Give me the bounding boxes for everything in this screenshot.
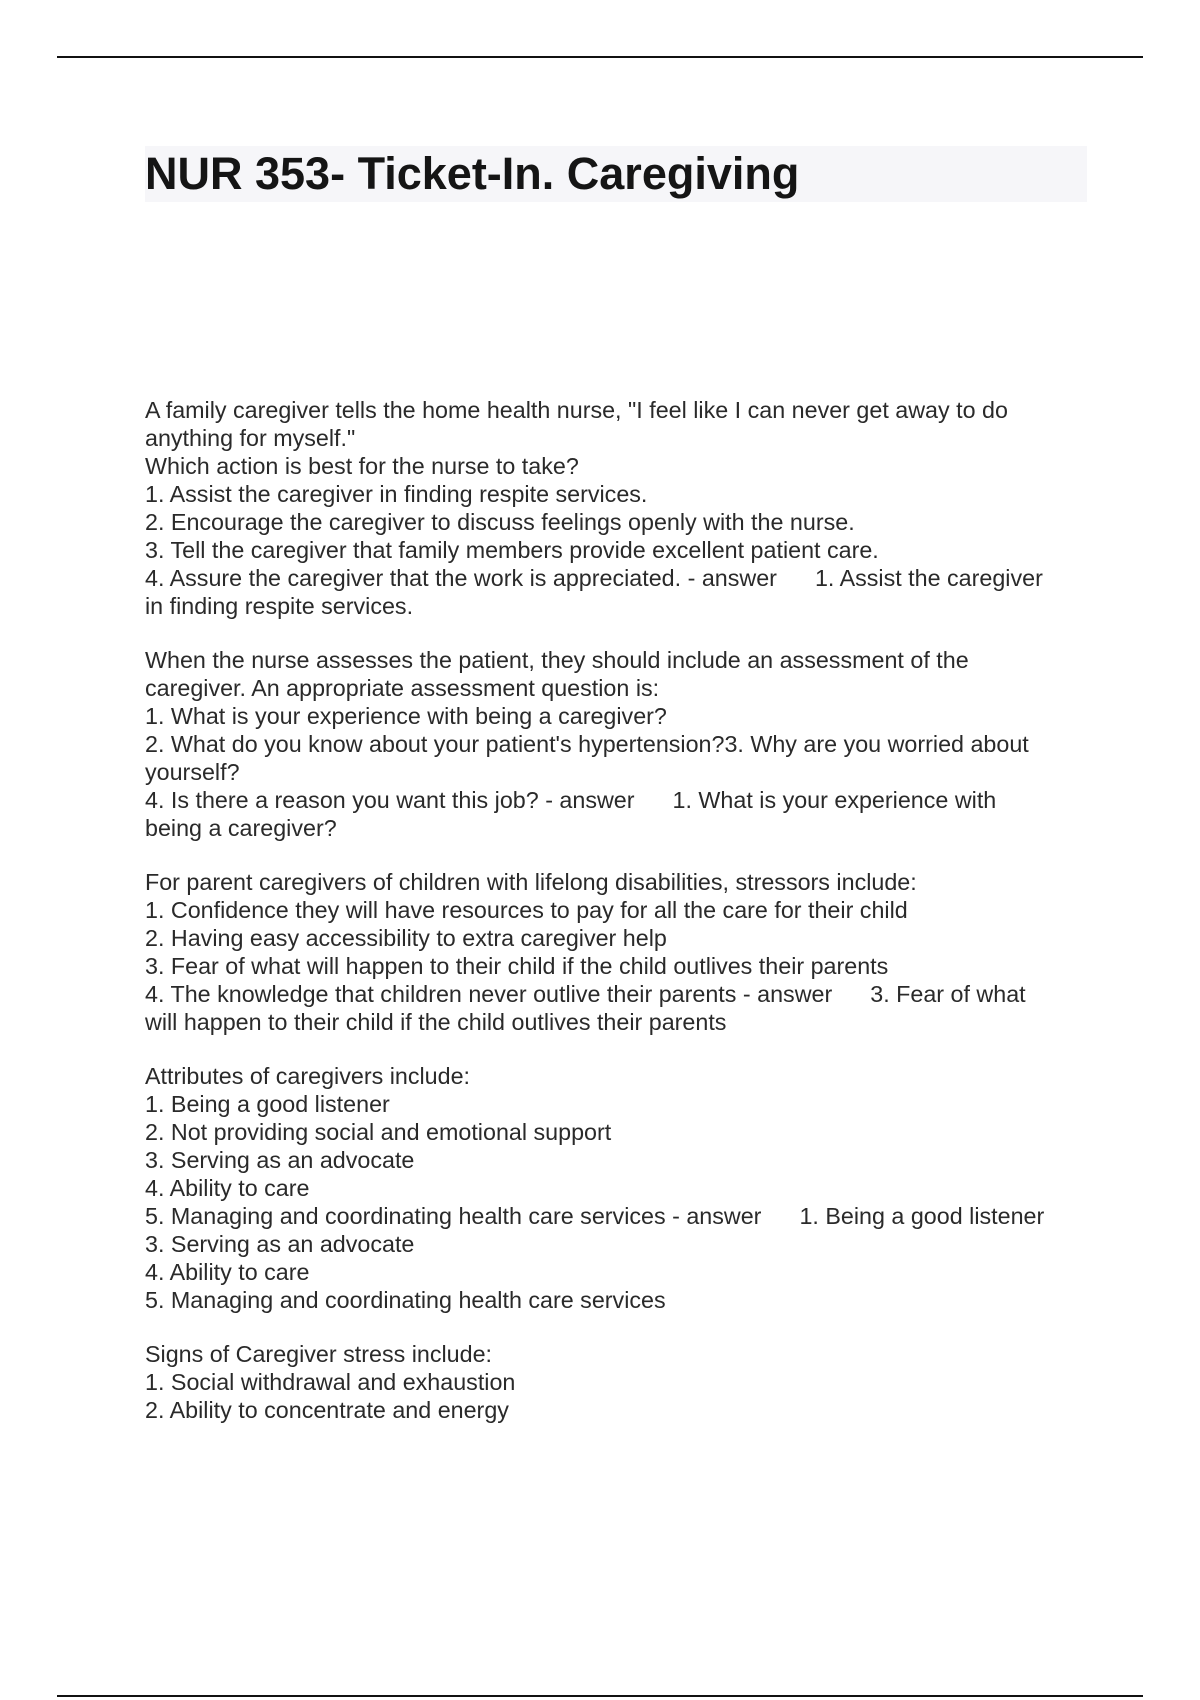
footer-rule <box>57 1695 1143 1697</box>
header-rule <box>57 56 1143 58</box>
question-line: anything for myself." <box>145 425 356 451</box>
option-text: 4. Assure the caregiver that the work is appreciated. <box>145 565 682 591</box>
option-line: 3. Fear of what will happen to their child if the child outlives their parents <box>145 953 889 979</box>
option-line: yourself? <box>145 759 240 785</box>
answer-text: 1. Assist the caregiver <box>814 565 1043 591</box>
answer-marker: - answer <box>687 565 777 591</box>
option-line: 2. Ability to concentrate and energy <box>145 1397 509 1423</box>
question-line: When the nurse assesses the patient, they should include an assessment of the <box>145 647 969 673</box>
option-line: 4. Ability to care <box>145 1175 310 1201</box>
option-line: 1. What is your experience with being a caregiver? <box>145 703 667 729</box>
answer-continuation: 4. Ability to care <box>145 1259 310 1285</box>
question-line: Which action is best for the nurse to take? <box>145 453 579 479</box>
answer-continuation: will happen to their child if the child outlives their parents <box>145 1009 727 1035</box>
question-block <box>145 868 1090 1036</box>
answer-continuation: 3. Serving as an advocate <box>145 1231 415 1257</box>
option-line: 1. Confidence they will have resources to pay for all the care for their child <box>145 897 908 923</box>
option-text: 4. Is there a reason you want this job? <box>145 787 539 813</box>
option-line: 2. Encourage the caregiver to discuss feelings openly with the nurse. <box>145 509 855 535</box>
answer-line <box>145 786 1090 814</box>
question-list <box>145 396 1090 1450</box>
answer-marker: - answer <box>545 787 635 813</box>
option-line: 1. Social withdrawal and exhaustion <box>145 1369 516 1395</box>
option-text: 5. Managing and coordinating health care services <box>145 1203 666 1229</box>
answer-line <box>145 1202 1090 1230</box>
answer-marker: - answer <box>742 981 833 1007</box>
option-text: 4. The knowledge that children never outlive their parents <box>145 981 737 1007</box>
option-line: 3. Serving as an advocate <box>145 1147 415 1173</box>
answer-continuation: 5. Managing and coordinating health care services <box>145 1287 666 1313</box>
answer-line <box>145 564 1090 592</box>
question-line: For parent caregivers of children with lifelong disabilities, stressors include: <box>145 869 917 895</box>
option-line: 2. Not providing social and emotional support <box>145 1119 612 1145</box>
answer-continuation: in finding respite services. <box>145 593 414 619</box>
answer-continuation: being a caregiver? <box>145 815 337 841</box>
answer-text: 3. Fear of what <box>870 981 1026 1007</box>
answer-marker: - answer <box>672 1203 762 1229</box>
answer-text: 1. Being a good listener <box>799 1203 1045 1229</box>
question-line: Attributes of caregivers include: <box>145 1063 471 1089</box>
question-line: caregiver. An appropriate assessment question is: <box>145 675 660 701</box>
question-block <box>145 1340 1090 1424</box>
question-line: A family caregiver tells the home health nurse, "I feel like I can never get away to do <box>145 397 1008 423</box>
option-line: 2. What do you know about your patient's hypertension?3. Why are you worried about <box>145 731 1029 757</box>
question-block <box>145 646 1090 842</box>
answer-line <box>145 980 1090 1008</box>
answer-text: 1. What is your experience with <box>672 787 997 813</box>
option-line: 3. Tell the caregiver that family members provide excellent patient care. <box>145 537 879 563</box>
option-line: 1. Assist the caregiver in finding respite services. <box>145 481 648 507</box>
question-block <box>145 1062 1090 1314</box>
question-block <box>145 396 1090 620</box>
option-line: 2. Having easy accessibility to extra caregiver help <box>145 925 667 951</box>
question-line: Signs of Caregiver stress include: <box>145 1341 493 1367</box>
option-line: 1. Being a good listener <box>145 1091 390 1117</box>
document-title: NUR 353- Ticket-In. Caregiving <box>145 146 1087 202</box>
